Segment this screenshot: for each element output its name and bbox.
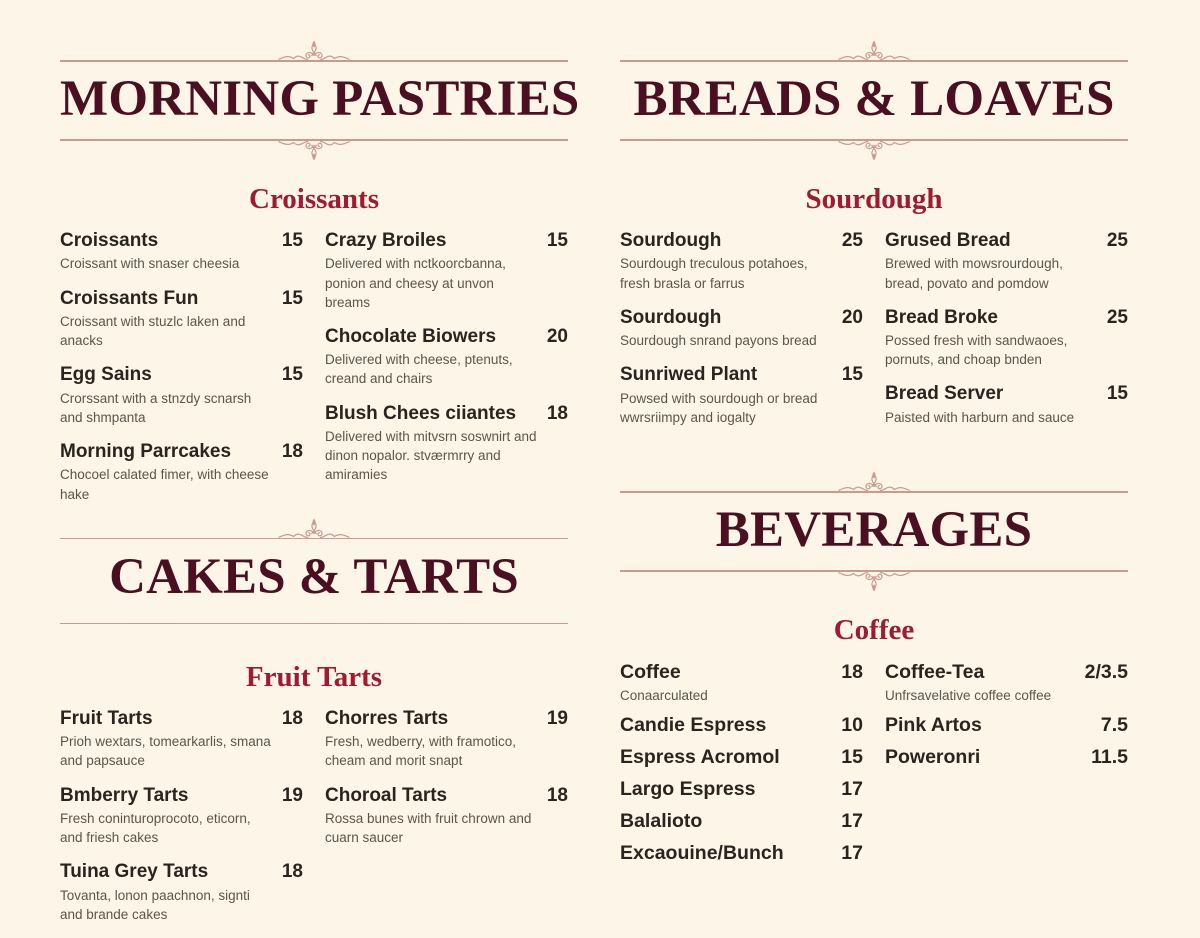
- divider-ornament-top: [60, 40, 568, 66]
- menu-item-head: [60, 861, 303, 883]
- items-grid-morning-pastries: [60, 230, 568, 518]
- items-column-left: [60, 708, 303, 938]
- fleuron-ornament-icon: [255, 518, 373, 544]
- menu-item: [885, 746, 1128, 769]
- items-column-right: [885, 661, 1128, 874]
- menu-item-name: Fruit Tarts: [60, 707, 153, 729]
- divider-plain-bottom: [60, 613, 568, 639]
- menu-item: [620, 778, 863, 801]
- menu-item-price: 17: [841, 810, 863, 833]
- menu-item-head: [620, 364, 863, 386]
- menu-item-price: 15: [841, 746, 863, 769]
- menu-item-price: 17: [841, 778, 863, 801]
- menu-item-head: [885, 383, 1128, 405]
- right-column: [620, 40, 1128, 876]
- divider-ornament-bottom: [60, 135, 568, 161]
- menu-item-description: Crorssant with a stnzdy scnarsh and shmpanta: [60, 390, 252, 425]
- section-title-beverages: BEVERAGES: [715, 502, 1033, 559]
- menu-item-name: Bread Server: [885, 383, 1004, 405]
- divider-ornament-top: [620, 471, 1128, 497]
- menu-item: [885, 661, 1128, 705]
- menu-item-description: Paisted with harburn and sauce: [885, 409, 1075, 425]
- menu-item-description: Delivered with nctkoorcbanna, ponion and cheesy at unvon breams: [325, 256, 506, 310]
- menu-item-price: 19: [281, 784, 303, 806]
- menu-item-price: 18: [546, 784, 568, 806]
- menu-item-head: [885, 714, 1128, 737]
- left-column: [60, 40, 580, 922]
- menu-item-head: [885, 661, 1128, 684]
- menu-item-head: [325, 403, 568, 425]
- menu-item-head: [885, 746, 1128, 769]
- menu-item-head: [60, 288, 303, 310]
- menu-item-description: Sourdough snrand payons bread: [620, 333, 817, 349]
- menu-item-description: Fresh coninturoprocoto, eticorn, and friesh cakes: [60, 810, 251, 846]
- menu-item-description: Delivered with cheese, ptenuts, creand and chairs: [325, 352, 513, 387]
- menu-item-head: [620, 810, 863, 833]
- menu-item-name: Bmberry Tarts: [60, 784, 189, 806]
- menu-item-description: Brewed with mowsrourdough, bread, povato and pomdow: [885, 256, 1063, 291]
- menu-item-price: 20: [841, 306, 863, 328]
- menu-item-head: [60, 364, 303, 386]
- subsection-title-coffee: Coffee: [833, 614, 915, 647]
- menu-item: [325, 708, 568, 771]
- menu-item-description: Powsed with sourdough or bread wwrsriimpy and iogalty: [620, 390, 818, 425]
- menu-item-head: [325, 708, 568, 730]
- menu-item: [60, 230, 303, 274]
- menu-item-price: 18: [281, 861, 303, 883]
- menu-item: [325, 785, 568, 848]
- menu-item-name: Coffee-Tea: [885, 661, 985, 684]
- section-title-morning-pastries: MORNING PASTRIES: [60, 71, 580, 127]
- menu-item-description: Possed fresh with sandwaoes, pornuts, and choap bnden: [885, 333, 1068, 368]
- menu-item-price: 7.5: [1100, 714, 1128, 737]
- menu-item-description: Rossa bunes with fruit chrown and cuarn saucer: [325, 810, 532, 846]
- menu-item: [60, 861, 303, 924]
- menu-item-head: [60, 441, 303, 463]
- menu-item-price: 25: [841, 230, 863, 252]
- fleuron-ornament-icon: [255, 40, 373, 66]
- divider-ornament-bottom: [620, 135, 1128, 161]
- menu-item: [620, 842, 863, 865]
- menu-item-head: [620, 661, 863, 684]
- menu-item-price: 15: [841, 364, 863, 386]
- menu-item-name: Egg Sains: [60, 364, 152, 386]
- menu-item-name: Croissants Fun: [60, 287, 199, 309]
- subsection-title-sourdough: Sourdough: [805, 183, 943, 216]
- menu-item-name: Largo Espress: [620, 778, 756, 801]
- menu-item-head: [620, 307, 863, 329]
- menu-item: [885, 714, 1128, 737]
- menu-item-head: [620, 778, 863, 801]
- menu-item-price: 15: [281, 364, 303, 386]
- fleuron-ornament-icon: [815, 566, 933, 592]
- menu-item-price: 15: [281, 287, 303, 309]
- menu-item-description: Tovanta, lonon paachnon, signti and brande cakes: [60, 887, 250, 922]
- section-header-cakes-tarts: [60, 518, 568, 639]
- menu-item: [620, 230, 863, 293]
- menu-item: [60, 708, 303, 771]
- menu-item: [325, 230, 568, 312]
- menu-item-head: [60, 230, 303, 252]
- menu-item: [885, 383, 1128, 427]
- menu-item-head: [325, 230, 568, 252]
- menu-item-head: [620, 714, 863, 737]
- menu-item-price: 11.5: [1091, 746, 1128, 769]
- menu-item-head: [60, 785, 303, 807]
- menu-item-name: Sourdough: [620, 230, 722, 252]
- menu-item: [620, 661, 863, 705]
- menu-item-price: 25: [1106, 230, 1128, 252]
- items-column-left: [60, 230, 303, 518]
- menu-item-name: Coffee: [620, 661, 681, 684]
- menu-item-name: Sunriwed Plant: [620, 364, 758, 386]
- menu-item-description: Croissant with stuzlc laken and anacks: [60, 314, 246, 349]
- menu-item-name: Balalioto: [620, 810, 703, 833]
- menu-item-head: [885, 230, 1128, 252]
- menu-item-name: Bread Broke: [885, 306, 998, 328]
- menu-item-head: [325, 326, 568, 348]
- menu-item-name: Pink Artos: [885, 714, 982, 737]
- divider-ornament-top: [620, 40, 1128, 66]
- menu-item-price: 18: [281, 441, 303, 463]
- menu-item-name: Poweronri: [885, 746, 981, 769]
- fleuron-ornament-icon: [815, 40, 933, 66]
- items-column-left: [620, 661, 863, 874]
- menu-item-price: 15: [546, 230, 568, 252]
- menu-item-description: Delivered with mitvsrn soswnirt and dinon nopalor. stværmrry and amiramies: [325, 429, 537, 483]
- menu-item-description: Prioh wextars, tomearkarlis, smana and papsauce: [60, 734, 271, 769]
- section-header-morning-pastries: [60, 40, 580, 161]
- menu-item-name: Chocolate Biowers: [325, 325, 497, 347]
- menu-item: [620, 714, 863, 737]
- menu-item-name: Sourdough: [620, 306, 722, 328]
- menu-item-head: [620, 746, 863, 769]
- menu-item-description: Conaarculated: [620, 688, 708, 704]
- menu-item-price: 18: [841, 661, 863, 684]
- menu-item-price: 19: [546, 707, 568, 729]
- menu-item: [325, 326, 568, 389]
- menu-item: [620, 307, 863, 351]
- menu-item-name: Tuina Grey Tarts: [60, 861, 209, 883]
- subsection-title-fruit-tarts: Fruit Tarts: [245, 660, 383, 693]
- menu-item-head: [620, 230, 863, 252]
- menu-item-head: [620, 842, 863, 865]
- menu-item-price: 15: [281, 230, 303, 252]
- menu-item-name: Chorres Tarts: [325, 707, 449, 729]
- menu-item: [620, 746, 863, 769]
- items-column-left: [620, 230, 863, 441]
- items-grid-breads-loaves: [620, 230, 1128, 441]
- menu-item: [60, 441, 303, 504]
- menu-item-price: 10: [841, 714, 863, 737]
- menu-item-description: Fresh, wedberry, with framotico, cheam and morit snapt: [325, 734, 517, 769]
- menu-item-head: [60, 708, 303, 730]
- section-title-cakes-tarts: CAKES & TARTS: [109, 548, 519, 605]
- menu-item-name: Espress Acromol: [620, 746, 780, 769]
- items-column-right: [325, 230, 568, 518]
- menu-item: [620, 364, 863, 427]
- menu-item-name: Grused Bread: [885, 230, 1011, 252]
- menu-item-name: Crazy Broiles: [325, 230, 447, 252]
- subsection-title-croissants: Croissants: [249, 183, 379, 216]
- menu-item: [60, 364, 303, 427]
- fleuron-ornament-icon: [815, 471, 933, 497]
- section-header-breads-loaves: [620, 40, 1128, 161]
- menu-item-price: 18: [546, 402, 568, 424]
- section-header-beverages: [620, 471, 1128, 592]
- menu-item: [60, 288, 303, 351]
- menu-item-name: Excaouine/Bunch: [620, 842, 784, 865]
- divider-ornament-top: [60, 518, 568, 544]
- menu-item-name: Croissants: [60, 230, 159, 252]
- items-column-right: [325, 708, 568, 938]
- menu-item-description: Unfrsavelative coffee coffee: [885, 688, 1052, 704]
- section-title-breads-loaves: BREADS & LOAVES: [633, 71, 1115, 127]
- menu-item-head: [325, 785, 568, 807]
- menu-item-price: 25: [1106, 306, 1128, 328]
- divider-rule: [60, 623, 568, 625]
- items-grid-cakes-tarts: [60, 708, 568, 938]
- menu-item-name: Choroal Tarts: [325, 784, 448, 806]
- menu-item-price: 17: [841, 842, 863, 865]
- fleuron-ornament-icon: [815, 135, 933, 161]
- menu-item-price: 15: [1106, 383, 1128, 405]
- menu-item: [885, 230, 1128, 293]
- menu-item: [325, 403, 568, 485]
- menu-item-description: Chocoel calated fimer, with cheese hake: [60, 467, 269, 502]
- items-grid-beverages: [620, 661, 1128, 874]
- divider-ornament-bottom: [620, 566, 1128, 592]
- menu-item: [885, 307, 1128, 370]
- menu-item-description: Croissant with snaser cheesia: [60, 256, 240, 272]
- fleuron-ornament-icon: [255, 135, 373, 161]
- menu-item-price: 18: [281, 707, 303, 729]
- menu-item-name: Morning Parrcakes: [60, 441, 232, 463]
- menu-item-name: Candie Espress: [620, 714, 767, 737]
- menu-item: [620, 810, 863, 833]
- menu-item-description: Sourdough treculous potahoes, fresh brasla or farrus: [620, 256, 808, 291]
- menu-item-name: Blush Chees ciiantes: [325, 402, 517, 424]
- menu-item-price: 2/3.5: [1084, 661, 1128, 684]
- menu-item-price: 20: [546, 325, 568, 347]
- menu-item-head: [885, 307, 1128, 329]
- items-column-right: [885, 230, 1128, 441]
- menu-item: [60, 785, 303, 848]
